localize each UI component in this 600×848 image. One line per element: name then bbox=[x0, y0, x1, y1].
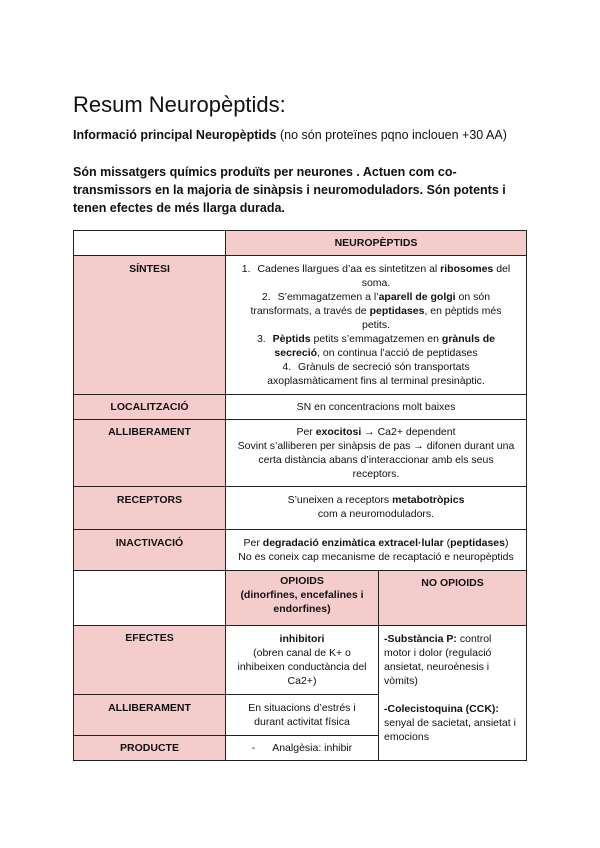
list-item: 2. S’emmagatzemen a l’aparell de golgi on són transformats, a través de peptidases, en pèptids més petits. bbox=[250, 291, 502, 331]
list-item: 3. Pèptids petits s’emmagatzemen en grànuls de secreció, on continua l’acció de peptidases bbox=[256, 333, 496, 359]
empty-cell bbox=[74, 571, 226, 626]
subtitle bbox=[73, 128, 507, 142]
label-localitzacio: LOCALITZACIÓ bbox=[74, 395, 226, 420]
subtitle-bold: Informació principal Neuropèptids bbox=[73, 128, 277, 142]
label-receptors: RECEPTORS bbox=[74, 487, 226, 530]
table-row bbox=[74, 420, 527, 487]
table-row bbox=[74, 530, 527, 571]
header-no-opioids: NO OPIOIDS bbox=[379, 571, 527, 626]
label-efectes: EFECTES bbox=[74, 626, 226, 695]
alliberament2-opioids: En situacions d’estrés i durant activitat física bbox=[226, 695, 379, 736]
alliberament-value: Per exocitosi → Ca2+ dependent Sovint s’alliberen per sinàpsis de pas → difonen durant una certa distància abans d’interaccionar amb els seus receptors. bbox=[226, 420, 527, 487]
label-alliberament-2: ALLIBERAMENT bbox=[74, 695, 226, 736]
header-opioids: OPIOIDS (dinorfines, encefalines i endorfines) bbox=[226, 571, 379, 626]
table-row bbox=[74, 256, 527, 395]
label-alliberament: ALLIBERAMENT bbox=[74, 420, 226, 487]
producte-opioids: - Analgèsia: inhibir bbox=[226, 736, 379, 761]
table-row bbox=[74, 571, 527, 626]
localitzacio-value: SN en concentracions molt baixes bbox=[226, 395, 527, 420]
label-inactivacio: INACTIVACIÓ bbox=[74, 530, 226, 571]
label-producte: PRODUCTE bbox=[74, 736, 226, 761]
header-neuropeptids: NEUROPÈPTIDS bbox=[226, 231, 527, 256]
list-item: 4. Grànuls de secreció són transportats axoplasmàticament fins al terminal presinàptic. bbox=[267, 361, 485, 387]
table-row bbox=[74, 395, 527, 420]
neuropeptids-table bbox=[73, 230, 527, 761]
subtitle-rest: (no són proteïnes pqno inclouen +30 AA) bbox=[276, 128, 507, 142]
sintesi-value bbox=[226, 256, 527, 395]
empty-cell bbox=[74, 231, 226, 256]
list-item: 1. Cadenes llargues d’aa es sintetitzen al ribosomes del soma. bbox=[241, 263, 511, 289]
efectes-opioids: inhibitori (obren canal de K+ o inhibeixen conductància del Ca2+) bbox=[226, 626, 379, 695]
inactivacio-value: Per degradació enzimàtica extracel·lular (peptidases) No es coneix cap mecanisme de recaptació e neuropèptids bbox=[226, 530, 527, 571]
page-title: Resum Neuropèptids: bbox=[73, 92, 286, 117]
table-row bbox=[74, 626, 527, 695]
table-row bbox=[74, 231, 527, 256]
intro-paragraph: Són missatgers químics produïts per neurones . Actuen com co-transmissors en la majoria de sinàpsis i neuromoduladors. Són potents i tenen efectes de més llarga durada. bbox=[73, 165, 506, 215]
no-opioids-value: -Substància P: control motor i dolor (regulació ansietat, neuroènesis i vòmits) -Colecistoquina (CCK): senyal de sacietat, ansietat i emocions bbox=[379, 626, 527, 761]
receptors-value: S’uneixen a receptors metabotròpics com a neuromoduladors. bbox=[226, 487, 527, 530]
table-row bbox=[74, 487, 527, 530]
label-sintesi: SÍNTESI bbox=[74, 256, 226, 395]
